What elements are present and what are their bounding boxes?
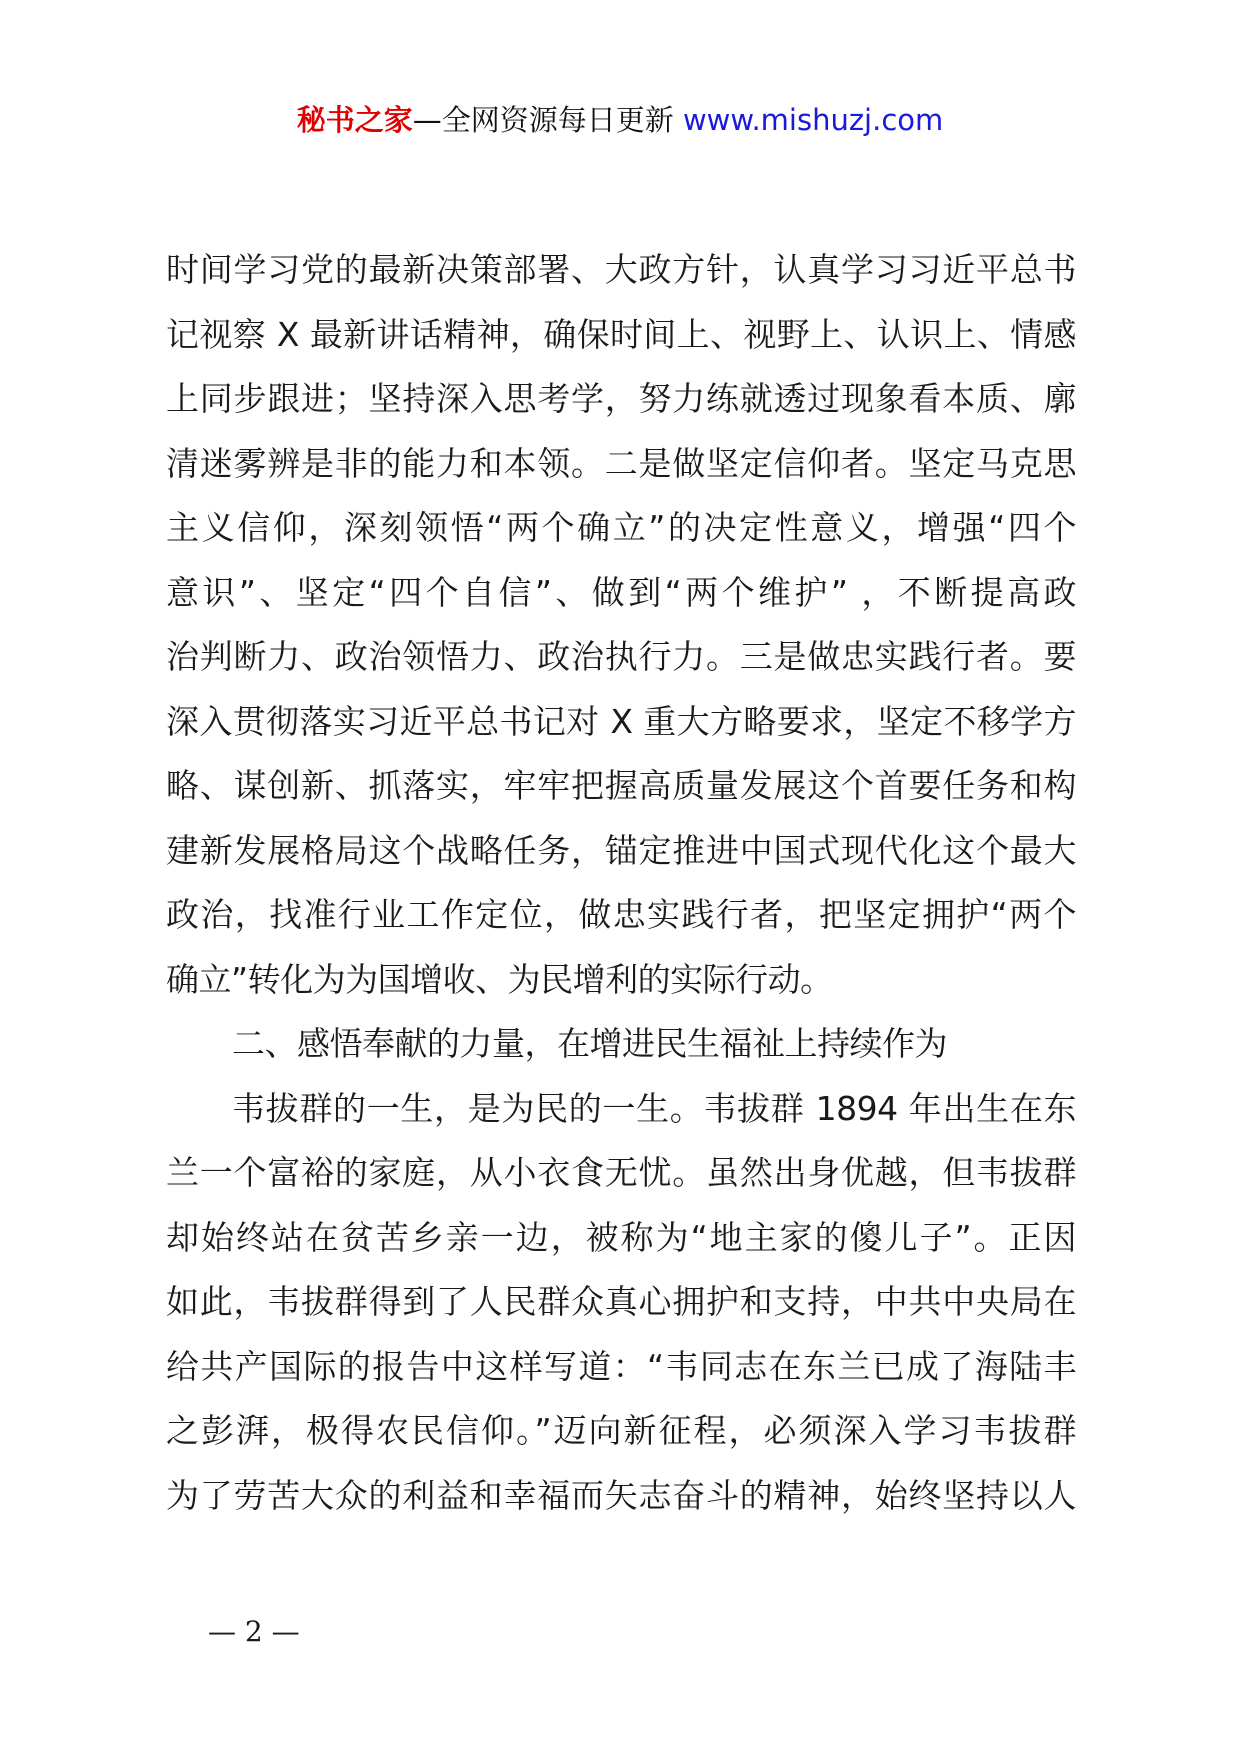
body-line: 清迷雾辨是非的能力和本领。二是做坚定信仰者。坚定马克思 (166, 443, 1076, 483)
header-tagline: —全网资源每日更新 (412, 103, 683, 137)
body-line: 确立”转化为为国增收、为民增利的实际行动。 (166, 959, 833, 999)
body-line: 政治，找准行业工作定位，做忠实践行者，把坚定拥护“两个 (166, 895, 1076, 934)
body-line: 如此，韦拔群得到了人民群众真心拥护和支持，中共中央局在 (166, 1282, 1076, 1321)
body-line: 给共产国际的报告中这样写道：“韦同志在东兰已成了海陆丰 (166, 1346, 1076, 1386)
body-line: 主义信仰，深刻领悟“两个确立”的决定性意义，增强“四个 (166, 508, 1076, 547)
body-line: 之彭湃，极得农民信仰。”迈向新征程，必须深入学习韦拔群 (166, 1411, 1076, 1450)
document-body (166, 238, 1076, 1528)
body-line: 建新发展格局这个战略任务，锚定推进中国式现代化这个最大 (166, 830, 1076, 870)
body-line: 记视察 X 最新讲话精神，确保时间上、视野上、认识上、情感 (166, 314, 1076, 354)
body-line: 韦拔群的一生，是为民的一生。韦拔群 1894 年出生在东 (232, 1088, 1076, 1128)
site-header (0, 100, 1240, 140)
brand-name: 秘书之家 (296, 103, 413, 137)
body-line: 深入贯彻落实习近平总书记对 X 重大方略要求，坚定不移学方 (166, 701, 1076, 741)
website-link[interactable]: www.mishuzj.com (682, 103, 944, 137)
body-line: 上同步跟进；坚持深入思考学，努力练就透过现象看本质、廓 (166, 379, 1076, 418)
body-line: 时间学习党的最新决策部署、大政方针，认真学习习近平总书 (166, 250, 1076, 289)
body-line: 为了劳苦大众的利益和幸福而矢志奋斗的精神，始终坚持以人 (166, 1475, 1076, 1515)
body-line: 略、谋创新、抓落实，牢牢把握高质量发展这个首要任务和构 (166, 766, 1076, 805)
body-line: 治判断力、政治领悟力、政治执行力。三是做忠实践行者。要 (166, 637, 1076, 676)
body-line: 兰一个富裕的家庭，从小衣食无忧。虽然出身优越，但韦拔群 (166, 1153, 1076, 1192)
body-line: 意识”、坚定“四个自信”、做到“两个维护” ，不断提高政 (166, 572, 1076, 612)
section-heading: 二、感悟奉献的力量，在增进民生福祉上持续作为 (232, 1024, 947, 1063)
body-line: 却始终站在贫苦乡亲一边，被称为“地主家的傻儿子”。正因 (166, 1217, 1076, 1257)
page-number: — 2 — (208, 1615, 300, 1648)
